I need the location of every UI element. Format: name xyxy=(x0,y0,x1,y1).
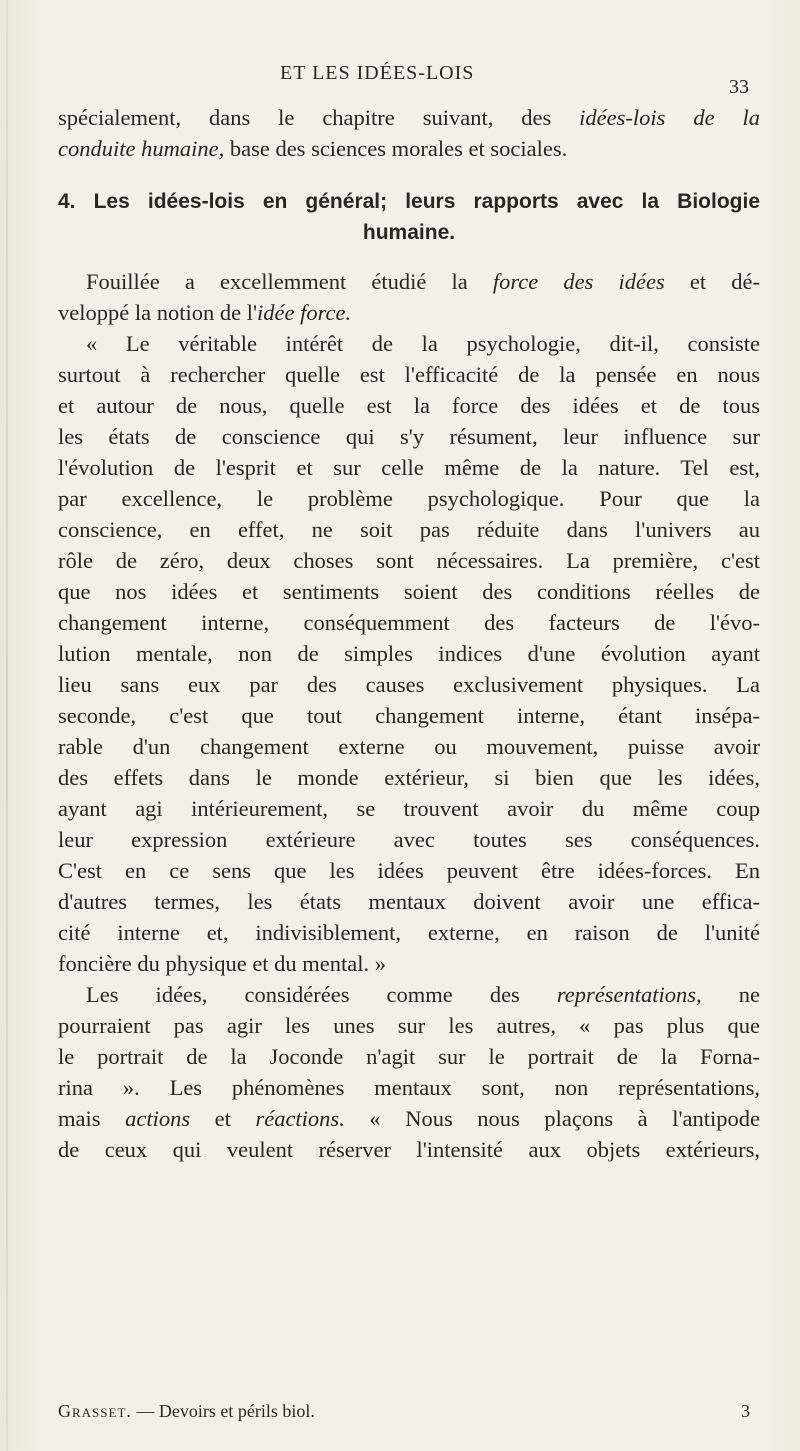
page-footer xyxy=(58,1401,760,1422)
signature-mark: 3 xyxy=(741,1401,750,1421)
spacer xyxy=(58,248,760,266)
quote-line: conscience, en effet, ne soit pas réduite dans l'univers au xyxy=(58,517,760,542)
text-line: Les idées, considérées comme des représentations, ne xyxy=(86,982,760,1007)
running-title: ET LES IDÉES-LOIS xyxy=(280,62,475,84)
quote-line: rôle de zéro, deux choses sont nécessaires. La première, c'est xyxy=(58,548,760,573)
text-line: spécialement, dans le chapitre suivant, des idées-lois de la xyxy=(58,105,760,130)
text-line: mais actions et réactions. « Nous nous plaçons à l'antipode xyxy=(58,1106,760,1131)
quote-line: « Le véritable intérêt de la psychologie, dit-il, consiste xyxy=(86,331,760,356)
page-edge-shadow xyxy=(6,0,8,1451)
section-heading-line-2: humaine. xyxy=(362,221,456,244)
text-line: de ceux qui veulent réserver l'intensité aux objets extérieurs, xyxy=(58,1137,760,1162)
quote-line: lieu sans eux par des causes exclusivement physiques. La xyxy=(58,672,760,697)
quote-line: l'évolution de l'esprit et sur celle même de la nature. Tel est, xyxy=(58,455,760,480)
text-line: pourraient pas agir les unes sur les autres, « pas plus que xyxy=(58,1013,760,1038)
footer-dash: — xyxy=(131,1401,159,1421)
text-line: veloppé la notion de l'idée force. xyxy=(58,300,352,325)
quote-line: rable d'un changement externe ou mouvement, puisse avoir xyxy=(58,734,760,759)
section-heading-line-1: 4. Les idées-lois en général; leurs rapports avec la Biologie xyxy=(58,190,760,213)
quote-line: changement interne, conséquemment des facteurs de l'évo- xyxy=(58,610,760,635)
spacer xyxy=(58,164,760,186)
page-number: 33 xyxy=(729,76,749,98)
text-line: le portrait de la Joconde n'agit sur le portrait de la Forna- xyxy=(58,1044,760,1069)
quote-line: les états de conscience qui s'y résument, leur influence sur xyxy=(58,424,760,449)
quote-line: lution mentale, non de simples indices d'une évolution ayant xyxy=(58,641,760,666)
quote-line: seconde, c'est que tout changement interne, étant insépa- xyxy=(58,703,760,728)
quote-line: par excellence, le problème psychologique. Pour que la xyxy=(58,486,760,511)
text-line: Fouillée a excellemment étudié la force des idées et dé- xyxy=(86,269,760,294)
quote-line: surtout à rechercher quelle est l'efficacité de la pensée en nous xyxy=(58,362,760,387)
quote-line: que nos idées et sentiments soient des conditions réelles de xyxy=(58,579,760,604)
quote-line: foncière du physique et du mental. » xyxy=(58,951,387,976)
quote-line: d'autres termes, les états mentaux doivent avoir une effica- xyxy=(58,889,760,914)
quote-line: C'est en ce sens que les idées peuvent être idées-forces. En xyxy=(58,858,760,883)
text-block xyxy=(58,102,760,1165)
quote-line: cité interne et, indivisiblement, externe, en raison de l'unité xyxy=(58,920,760,945)
text-line: conduite humaine, base des sciences morales et sociales. xyxy=(58,136,568,161)
footer-short-title: Devoirs et périls biol. xyxy=(158,1401,315,1421)
text-line: rina ». Les phénomènes mentaux sont, non représentations, xyxy=(58,1075,760,1100)
quote-line: ayant agi intérieurement, se trouvent avoir du même coup xyxy=(58,796,760,821)
quote-line: des effets dans le monde extérieur, si bien que les idées, xyxy=(58,765,760,790)
quote-line: leur expression extérieure avec toutes ses conséquences. xyxy=(58,827,760,852)
footer-author: Grasset. xyxy=(58,1401,132,1421)
quote-line: et autour de nous, quelle est la force des idées et de tous xyxy=(58,393,760,418)
